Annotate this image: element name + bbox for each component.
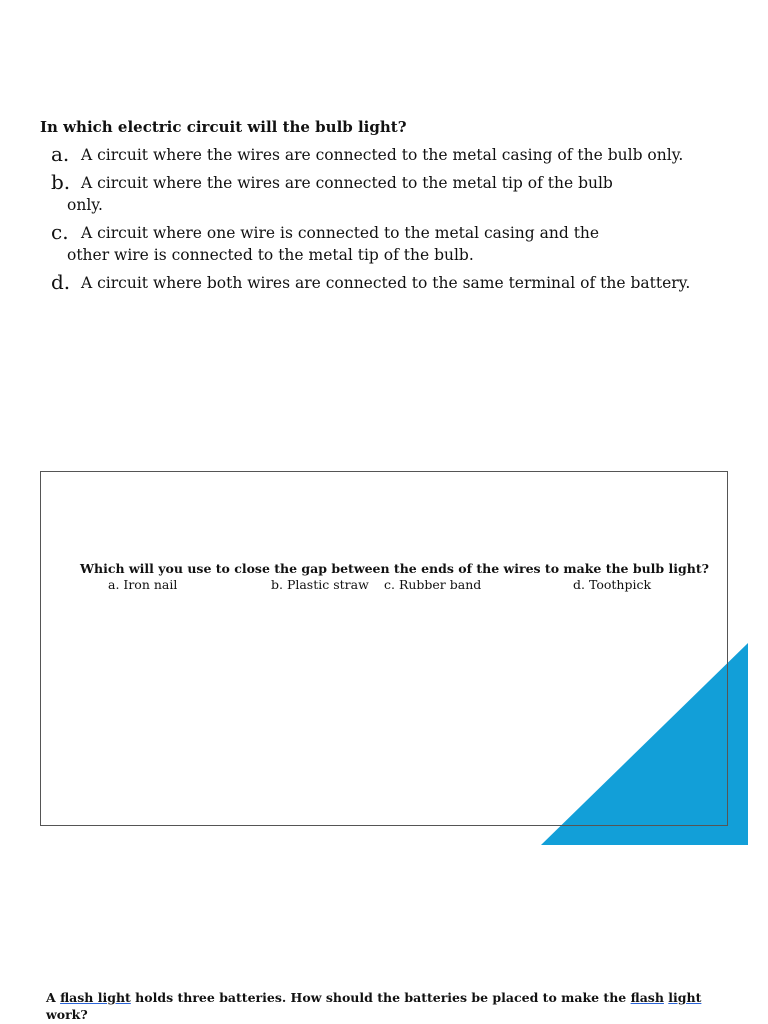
- light-link-2: light: [668, 990, 702, 1005]
- flash-light-link-1: flash light: [60, 990, 131, 1005]
- option-c-letter: c.: [51, 220, 69, 244]
- flash-link-2: flash: [630, 990, 664, 1005]
- question-1-title: In which electric circuit will the bulb light?: [40, 118, 407, 136]
- question-2-option-b: b. Plastic straw: [271, 577, 369, 592]
- question-2: [80, 561, 709, 593]
- question-2-option-d: d. Toothpick: [573, 577, 652, 592]
- question-2-frame: [40, 471, 728, 826]
- option-c-text-line1: A circuit where one wire is connected to the metal casing and the: [81, 224, 600, 242]
- option-b-letter: b.: [51, 170, 71, 194]
- question-3: [46, 989, 706, 1023]
- option-d-text: A circuit where both wires are connected to the same terminal of the battery.: [81, 274, 691, 292]
- question-3-text-1: A: [46, 990, 61, 1005]
- option-a-letter: a.: [51, 142, 70, 166]
- question-3-text-3: work?: [46, 1007, 88, 1022]
- option-a: [40, 144, 740, 166]
- question-2-option-a: a. Iron nail: [108, 577, 178, 592]
- option-d-letter: d.: [51, 270, 71, 294]
- question-3-text-2: holds three batteries. How should the batteries be placed to make the: [130, 990, 631, 1005]
- question-2-option-c: c. Rubber band: [384, 577, 482, 592]
- option-b: [40, 172, 740, 216]
- option-c-text-line2: other wire is connected to the metal tip of the bulb.: [67, 246, 474, 264]
- option-d: [40, 272, 740, 294]
- option-c: [40, 222, 740, 266]
- question-1: [40, 116, 740, 294]
- question-2-title: Which will you use to close the gap between the ends of the wires to make the bulb light?: [80, 561, 709, 576]
- question-2-options: [80, 577, 690, 593]
- option-a-text: A circuit where the wires are connected to the metal casing of the bulb only.: [81, 146, 684, 164]
- option-b-text-line2: only.: [67, 196, 103, 214]
- option-b-text-line1: A circuit where the wires are connected to the metal tip of the bulb: [81, 174, 613, 192]
